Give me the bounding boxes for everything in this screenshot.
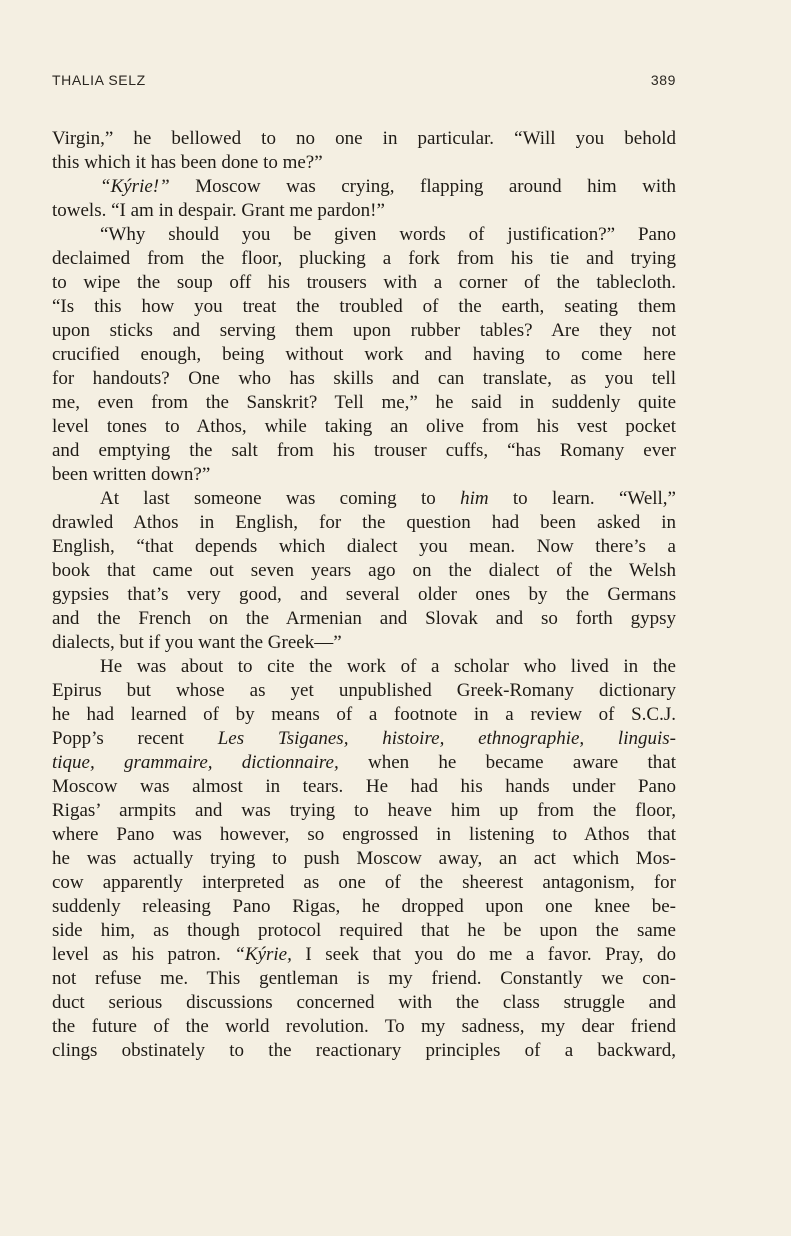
text-line: level tones to Athos, while taking an olive from his vest pocket (52, 416, 676, 437)
text-line: English, “that depends which dialect you mean. Now there’s a (52, 536, 676, 557)
text-line: to wipe the soup off his trousers with a corner of the tablecloth. (52, 272, 676, 293)
text-line: the future of the world revolution. To my sadness, my dear friend (52, 1016, 676, 1037)
body-text (52, 127, 676, 1063)
text-line: “Why should you be given words of justification?” Pano (100, 224, 676, 245)
text-line: Virgin,” he bellowed to no one in particular. “Will you behold (52, 128, 676, 149)
page-number: 389 (650, 72, 676, 88)
text-line: clings obstinately to the reactionary principles of a backward, (52, 1040, 676, 1061)
text-line: declaimed from the floor, plucking a fork from his tie and trying (52, 248, 676, 269)
text-line: level as his patron. “Kýrie, I seek that you do me a favor. Pray, do (52, 944, 676, 965)
text-line: duct serious discussions concerned with the class struggle and (52, 992, 676, 1013)
text-line: Epirus but whose as yet unpublished Greek-Romany dictionary (52, 680, 676, 701)
text-line: gypsies that’s very good, and several older ones by the Germans (52, 584, 676, 605)
text-line: book that came out seven years ago on the dialect of the Welsh (52, 560, 676, 581)
text-line: He was about to cite the work of a scholar who lived in the (100, 656, 676, 677)
text-line: drawled Athos in English, for the question had been asked in (52, 512, 676, 533)
text-line: Moscow was almost in tears. He had his hands under Pano (52, 776, 676, 797)
text-line: he had learned of by means of a footnote in a review of S.C.J. (52, 704, 676, 725)
text-line: this which it has been done to me?” (52, 152, 323, 173)
text-line: towels. “I am in despair. Grant me pardon!” (52, 200, 385, 221)
author-name: THALIA SELZ (52, 72, 146, 88)
text-line: suddenly releasing Pano Rigas, he dropped upon one knee be- (52, 896, 676, 917)
text-line: and emptying the salt from his trouser cuffs, “has Romany ever (52, 440, 676, 461)
text-line: cow apparently interpreted as one of the sheerest antagonism, for (52, 872, 676, 893)
text-line: dialects, but if you want the Greek—” (52, 632, 342, 653)
text-line: “Is this how you treat the troubled of the earth, seating them (52, 296, 676, 317)
text-line: At last someone was coming to him to learn. “Well,” (100, 488, 676, 509)
text-line: “Kýrie!” Moscow was crying, flapping around him with (100, 176, 676, 197)
text-line: not refuse me. This gentleman is my friend. Constantly we con- (52, 968, 676, 989)
text-line: tique, grammaire, dictionnaire, when he became aware that (52, 752, 676, 773)
text-line: been written down?” (52, 464, 211, 485)
text-line: side him, as though protocol required that he be upon the same (52, 920, 676, 941)
text-line: Rigas’ armpits and was trying to heave him up from the floor, (52, 800, 676, 821)
text-line: Popp’s recent Les Tsiganes, histoire, ethnographie, linguis- (52, 728, 676, 749)
text-line: upon sticks and serving them upon rubber tables? Are they not (52, 320, 676, 341)
text-line: where Pano was however, so engrossed in listening to Athos that (52, 824, 676, 845)
text-line: he was actually trying to push Moscow away, an act which Mos- (52, 848, 676, 869)
text-line: me, even from the Sanskrit? Tell me,” he said in suddenly quite (52, 392, 676, 413)
text-line: crucified enough, being without work and having to come here (52, 344, 676, 365)
running-header (52, 72, 676, 88)
text-line: for handouts? One who has skills and can translate, as you tell (52, 368, 676, 389)
text-line: and the French on the Armenian and Slovak and so forth gypsy (52, 608, 676, 629)
